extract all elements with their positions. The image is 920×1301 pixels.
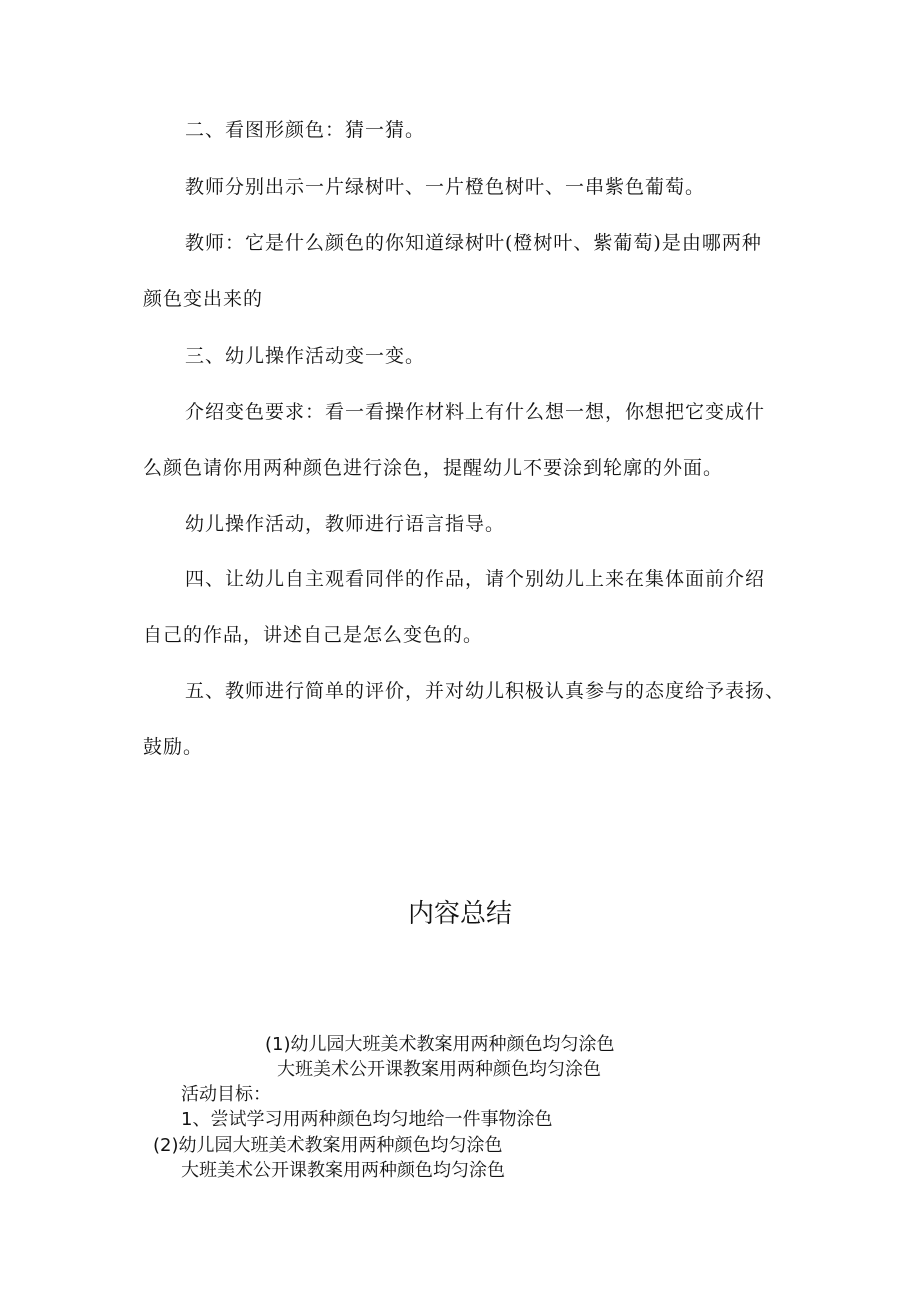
section-heading-2: 二、看图形颜色：猜一猜。	[185, 119, 426, 141]
summary-line-2: 大班美术公开课教案用两种颜色均匀涂色	[277, 1059, 601, 1080]
section-heading-5-line1: 五、教师进行简单的评价，并对幼儿积极认真参与的态度给予表扬、	[185, 680, 786, 702]
paragraph-color-requirements-line1: 介绍变色要求：看一看操作材料上有什么想一想，你想把它变成什	[185, 401, 766, 423]
summary-line-6: 大班美术公开课教案用两种颜色均匀涂色	[181, 1160, 505, 1181]
paragraph-color-requirements-line2: 么颜色请你用两种颜色进行涂色，提醒幼儿不要涂到轮廓的外面。	[143, 457, 724, 479]
summary-line-5: (2)幼儿园大班美术教案用两种颜色均匀涂色	[153, 1135, 503, 1156]
paragraph-teacher-question-line2: 颜色变出来的	[143, 288, 264, 310]
section-heading-5-line2: 鼓励。	[143, 736, 204, 758]
summary-title: 内容总结	[407, 899, 512, 929]
section-heading-4-line2: 自己的作品，讲述自己是怎么变色的。	[143, 624, 484, 646]
paragraph-teacher-question-line1: 教师：它是什么颜色的你知道绿树叶(橙树叶、紫葡萄)是由哪两种	[185, 232, 762, 254]
summary-line-4: 1、尝试学习用两种颜色均匀地给一件事物涂色	[181, 1109, 553, 1130]
summary-line-1: (1)幼儿园大班美术教案用两种颜色均匀涂色	[265, 1034, 615, 1055]
paragraph-children-activity: 幼儿操作活动，教师进行语言指导。	[185, 513, 506, 535]
section-heading-4-line1: 四、让幼儿自主观看同伴的作品，请个别幼儿上来在集体面前介绍	[185, 568, 766, 590]
section-heading-3: 三、幼儿操作活动变一变。	[185, 345, 426, 367]
summary-line-3: 活动目标：	[181, 1084, 271, 1105]
paragraph-teacher-shows: 教师分别出示一片绿树叶、一片橙色树叶、一串紫色葡萄。	[185, 176, 706, 198]
